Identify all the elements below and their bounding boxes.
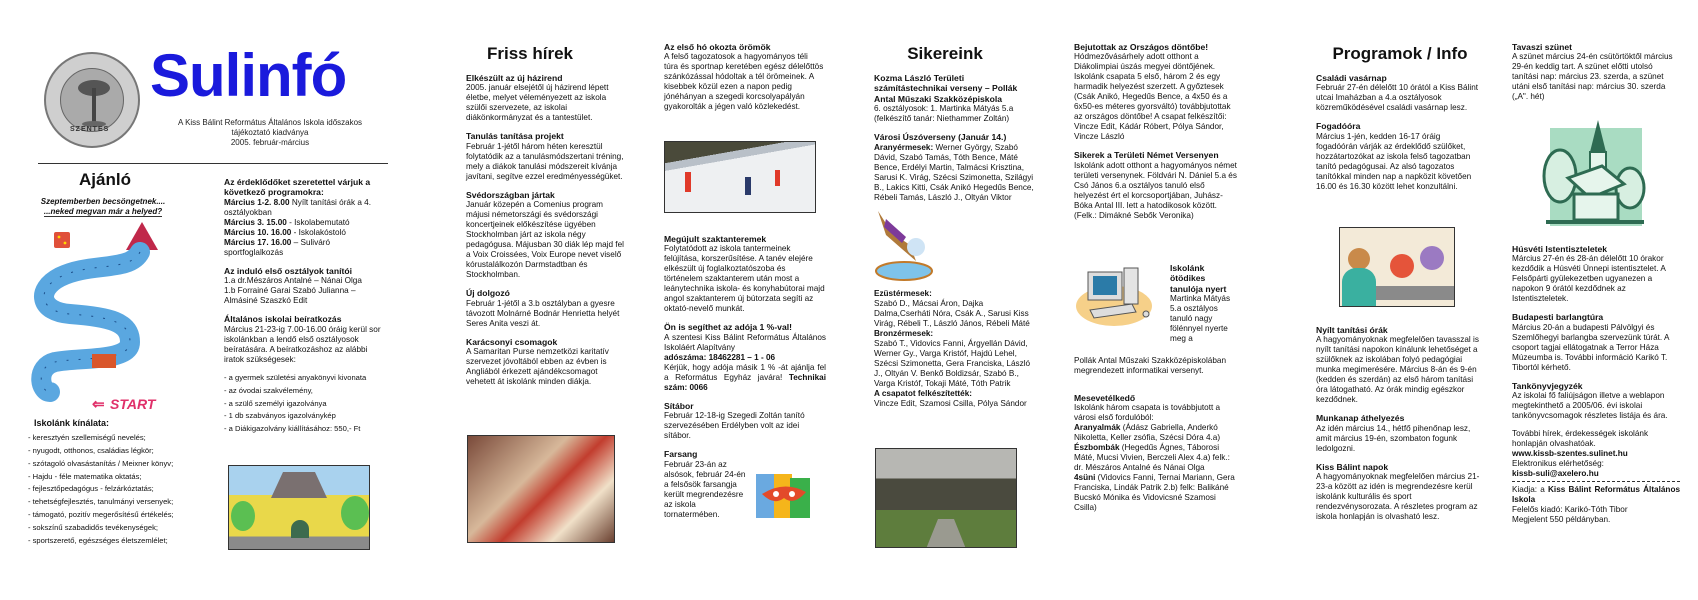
offer-item: - támogató, pozitív megerősítésű értékelés; — [28, 510, 174, 520]
offer-item: - tehetségfejlesztés, tanulmányi versenyek; — [28, 497, 174, 507]
masthead-divider — [38, 163, 388, 164]
program-text: A szünet március 24-én csütörtöktől március 29-én keddig tart. A szünet előtti utolsó tanítási nap: március 23. szerda, a szünet utáni első tanítási nap: március 30. szerda („A". hét) — [1512, 52, 1673, 102]
program-heading: Húsvéti Istentiszteletek — [1512, 244, 1608, 254]
church-icon — [1540, 118, 1648, 230]
subtitle-line-3: 2005. február-március — [230, 138, 310, 147]
sikereink-column-2 — [1074, 42, 1238, 229]
program-date: Március 3. 15.00 — [224, 217, 287, 227]
news-text: Február 1-jétől a 3.b osztályban a gyesre távozott Molnárné Bodnár Henrietta helyét Seres Anita veszi át. — [466, 298, 620, 328]
team-name: 4süni — [1074, 473, 1096, 483]
news-heading: Az első hó okozta örömök — [664, 42, 771, 52]
silver-medalists — [874, 289, 1036, 329]
friss-column-1 — [466, 73, 626, 395]
team-entry — [1074, 423, 1238, 443]
school-building-drawing — [228, 465, 370, 550]
enroll-title: Általános iskolai beíratkozás — [224, 314, 342, 325]
fifth-grader-item — [1170, 263, 1240, 344]
responsible-publisher: Felelős kiadó: Karikó-Tóth Tibor — [1512, 505, 1628, 515]
swim-heading: Városi Úszóverseny (Január 14.) — [874, 132, 1007, 143]
teacher-1b: 1.b Forrainé Garai Szabó Julianna – Almásiné Szaszkó Edit — [224, 286, 356, 306]
tax-heading: Ön is segíthet az adója 1 %-val! — [664, 322, 792, 333]
news-heading: Farsang — [664, 449, 698, 460]
friss-title: Friss hírek — [487, 44, 573, 63]
required-document: - 1 db szabványos igazolványkép — [224, 411, 336, 421]
more-info-text: További hírek, érdekességek iskolánk honlapján olvashatóak. — [1512, 429, 1649, 449]
offer-item: - fejlesztőpedagógus - felzárkóztatás; — [28, 484, 154, 494]
teachers-title: Az induló első osztályok tanítói — [224, 265, 352, 276]
program-text: Az iskolai fő faliújságon illetve a weblapon megtekinthető a 2005/06. évi iskolai tankönyvcsomagok részletes listája és ára. — [1512, 391, 1668, 421]
program-text: Az idén március 14., hétfő pihenőnap lesz, amit március 19-én, szombaton fogunk ledolgozni. — [1316, 423, 1471, 453]
news-text: A Samaritan Purse nemzetközi karitatív szervezet jóvoltából ebben az évben is Angliából érkezett ajándékcsomagot vehetett át iskolánk minden diákja. — [466, 347, 609, 387]
group-photo — [875, 448, 1017, 548]
offer-item: - keresztyén szellemiségű nevelés; — [28, 432, 146, 442]
program-heading: Tavaszi szünet — [1512, 42, 1573, 52]
school-seal-logo: SZENTES — [44, 52, 140, 148]
programok-column-1b — [1316, 325, 1482, 530]
program-heading: Családi vasárnap — [1316, 73, 1387, 83]
kozma-heading: Kozma László Területi számítástechnikai verseny – Pollák Antal Műszaki Szakközépiskola — [874, 73, 1018, 104]
program-item — [1512, 42, 1680, 102]
program-entry — [224, 198, 386, 218]
offer-item: - Hajdu - féle matematika oktatás; — [28, 471, 142, 481]
story-contest — [1074, 393, 1238, 513]
tax-request: Kérjük, hogy adója másik 1 % -át ajánlja fel a Református Egyház javára! — [664, 362, 826, 382]
tagline-line-2: ...neked megvan már a helyed? — [43, 206, 163, 216]
carnival-mask-icon — [754, 472, 812, 522]
program-entry — [224, 238, 386, 258]
swimmer-diving-icon — [872, 205, 942, 285]
program-desc: - Iskolakóstoló — [291, 227, 346, 237]
coaches — [874, 389, 1036, 409]
news-item — [466, 73, 626, 123]
program-heading: Kiss Bálint napok — [1316, 461, 1389, 472]
team-members: (Hegedűs Ágnes, Táborosi Máté, Mucsi Vivien, Berczeli Alex 4.a) felk.: dr. Mészáros Antalné és Nánai Olga — [1074, 443, 1230, 473]
required-document: - a Diákigazolvány kiállításához: 550,- Ft — [224, 424, 361, 434]
tax-number: adószáma: 18462281 – 1 - 06 — [664, 352, 776, 362]
program-text: Március 20-án a budapesti Pálvölgyi és Szemlőhegyi barlangba szervezünk túrát. A csoport tagjai ellátogatnak a Terror Háza Múzeumba is. További információ Karikó T. Tibortól kérhető. — [1512, 322, 1670, 372]
required-document: - az óvodai szakvélemény, — [224, 385, 313, 395]
news-classrooms — [664, 234, 826, 314]
board-game-drawing — [30, 222, 160, 407]
bronze-medalists — [874, 329, 1036, 389]
email-link[interactable]: kissb-suli@axelero.hu — [1512, 469, 1599, 479]
dashed-divider — [1512, 481, 1680, 482]
program-text: Március 1-jén, kedden 16-17 óráig fogadóórán várják az érdeklődő szülőket, hozzátartozókat az iskola felső tagozatban tanító pedagógusai. Az alsó tagozatos tanítókkal minden nap a napközit követően 16.00 és 16.30 között lehet konzultálni. — [1316, 131, 1472, 191]
team-members: (Ádász Gabriella, Anderkó Nikoletta, Keller zsófia, Szécsi Dóra 4.a) — [1074, 423, 1221, 443]
program-date: Március 10. 16.00 — [224, 227, 292, 237]
news-heading: Sítábor — [664, 400, 694, 411]
ajanlo-title: Ajánló — [79, 170, 131, 189]
website-link[interactable]: www.kissb-szentes.sulinet.hu — [1512, 449, 1628, 459]
offer-item: - sokszínű szabadidős tevékenységek; — [28, 522, 159, 532]
program-desc: Nyílt tanítási órák a 4. osztályokban — [224, 197, 372, 217]
fifth-grader-text-cont: Pollák Antal Műszaki Szakközépiskolában megrendezett informatikai versenyt. — [1074, 356, 1227, 375]
news-item — [466, 288, 626, 328]
kozma-text: 6. osztályosok: 1. Martinka Mátyás 5.a (felkészítő tanár: Niethammer Zoltán) — [874, 104, 1014, 124]
offer-list — [28, 418, 208, 549]
program-text: Március 27-én és 28-án délelőtt 10 órakor kezdődik a Húsvéti Ünnepi istentisztelet. A Felsőpárti gyülekezetben ugyanezen a napokon 9 órától kezdődnek az Istentiszteletek. — [1512, 254, 1666, 304]
news-text: Február 23-án az alsósok, február 24-én a felsősök farsangja került megrendezésre az iskola tornatermében. — [664, 459, 746, 519]
program-heading: Tankönyvjegyzék — [1512, 380, 1583, 391]
teacher-1a: 1.a dr.Mészáros Antalné – Nánai Olga — [224, 276, 362, 286]
program-item — [1316, 462, 1482, 522]
tax-foundation: A szentesi Kiss Bálint Református Általános Iskoláért Alapítvány — [664, 332, 826, 352]
bronze-text: Szabó T., Vidovics Fanni, Árgyellán Dávid, Werner Gy., Varga Kristóf, Hajdú Lehel, Szécsi Szimonetta, Gera Franciska, László J., Oltyán V. Benkő Boldizsár, Szabó B., Varga Kristóf, Tokaji Máté, Tóth Patrik — [874, 339, 1031, 388]
news-heading: Megújult szaktanteremek — [664, 234, 767, 244]
offer-title: Iskolánk kínálata: — [34, 418, 110, 428]
news-heading: Tanulás tanítása projekt — [466, 131, 564, 142]
program-text: A hagyományoknak megfelelően március 21-23-a között az idén is megrendezésre kerül iskolánk kulturális és sport rendezvénysorozata. A részletes program az iskola honlapján is olvasható lesz. — [1316, 472, 1480, 522]
email-label: Elektronikus elérhetőség: — [1512, 459, 1604, 469]
publisher-line — [1512, 485, 1680, 505]
program-item — [1316, 413, 1482, 453]
program-item — [1316, 73, 1482, 113]
news-heading: Elkészült az új házirend — [466, 73, 563, 83]
news-heading: Karácsonyi csomagok — [466, 336, 558, 347]
technical-number: Technikai szám: 0066 — [664, 372, 827, 392]
classroom-clipart — [1339, 227, 1455, 307]
german-contest-text: Iskolánk adott otthont a hagyományos német területi versenynek. Földvári N. Dániel 5.a és Csó János 6.a osztályos tanuló első helyezést ért el korcsoportjában, Juhász-Bóka Antal III. lett a hatodikosok között. (Felk.: Dimákné Sebők Veronika) — [1074, 160, 1237, 220]
coach-label: A csapatot felkészítették: — [874, 389, 972, 398]
dice-icon — [54, 232, 70, 248]
news-item — [466, 337, 626, 387]
program-desc: – Suliváró sportfoglalkozás — [224, 237, 331, 257]
national-final-text: Hódmezővásárhely adott otthont a Diákolimpiai úszás megyei döntőjének. Iskolánk csapata 5 első, három 2 és egy harmadik helyezést szerzett. A győztesek (Csák Anikó, Hegedűs Bence, a 4x50 és a 6x50-es méteres gyorsváltó) továbbjutottak az országos döntőbe! A csapat felkészítői: Vincze Edit, Kádár Róbert, Pólya Sándor, Vincze László — [1074, 52, 1231, 142]
programok-column-2b — [1512, 244, 1680, 525]
sikereink-column-1b — [874, 289, 1036, 417]
program-text: A hagyományoknak megfelelően tavasszal is nyílt tanítási napokon kínálunk lehetőséget a szülőknek az iskolában folyó pedagógiai munka megimerésére. Március 8-án és 9-én (kedden és szerdán) az első három tanítási óra látogatható. Az órák mindig egészkor kezdődnek. — [1316, 335, 1479, 405]
program-entry — [224, 218, 386, 228]
news-heading: Svédországban jártak — [466, 189, 555, 200]
national-final-heading: Bejutottak az Országos döntőbe! — [1074, 42, 1209, 52]
palm-tree-icon — [74, 74, 114, 129]
gold-text: Werner György, Szabó Dávid, Szabó Tamás, Tóth Bence, Máté Bence, Erdélyi Martin, Talmácsi Krisztina, Sarusi K. Virág, Szécsi Szimonetta, Szilágyi B., Lakics Kitti, Csák Anikó Hegedűs Bence, Rébeli Tamás, László J., Oltyán Viktor — [874, 142, 1034, 202]
program-item — [1512, 244, 1680, 304]
program-item — [1512, 312, 1680, 372]
program-date: Március 17. 16.00 — [224, 237, 292, 247]
news-tax — [664, 322, 826, 392]
program-heading: Fogadóóra — [1316, 121, 1361, 132]
news-carnival — [664, 449, 746, 519]
team-entry — [1074, 443, 1238, 473]
silver-text: Szabó D., Mácsai Áron, Dajka Dalma,Cserháti Nóra, Csák A., Sarusi Kiss Virág, Rébeli T., László János, Rébeli Máté — [874, 299, 1030, 328]
team-name: Észbombák — [1074, 443, 1120, 453]
fifth-grader-heading: Iskolánk ötödikes tanulója nyert — [1170, 263, 1227, 294]
news-text: Január közepén a Comenius program májusi németországi és svédországi koncertjeinek előkészítése ügyében Stockholmban járt az iskola négy pedagógusa. Májusban 30 diák lép majd fel a Voix Croissées, Voix Europe nevet viselő kórustalálkozón Darmstadtban és Stockholmban. — [466, 200, 624, 280]
german-contest-heading: Sikerek a Területi Német Versenyen — [1074, 150, 1219, 161]
news-text: Február 12-18-ig Szegedi Zoltán tanító szervezésében Erdélyben volt az idei sítábor. — [664, 411, 805, 441]
masthead — [0, 0, 400, 170]
required-document: - a gyermek születési anyakönyvi kivonata — [224, 372, 367, 382]
news-snow — [664, 42, 824, 112]
publisher-label: Kiadja: a — [1512, 485, 1548, 495]
subtitle — [150, 118, 390, 148]
sikereink-title: Sikereink — [907, 44, 983, 63]
start-arrow-icon: ⇐ — [92, 396, 105, 413]
team-entry — [1074, 473, 1238, 513]
computer-icon — [1074, 262, 1164, 332]
fifth-grader-text: Martinka Mátyás 5.a osztályos tanuló nagy fölénnyel nyerte meg a — [1170, 294, 1231, 344]
sledding-photo — [664, 141, 816, 213]
program-item — [1316, 121, 1482, 191]
subtitle-line-2: tájékoztató kiadványa — [231, 128, 309, 137]
team-members: (Vidovics Fanni, Ternai Mariann, Gera Franciska, Lindák Patrik 2.b) felk: Balikáné Bucskó Mónika és Vidovicsné Szamosi Csilla) — [1074, 473, 1235, 513]
start-label: START — [110, 396, 156, 412]
program-date: Március 1-2. 8.00 — [224, 197, 290, 207]
news-text: A felső tagozatosok a hagyományos téli túra és sportnap keretében egész délelőttös szánkózással hódoltak a tél örömeinek. A kisebbek közül ezen a napon pedig jónéhányan a szegedi korcsolyapályán gyakorolták a jégen való közlekedést. — [664, 52, 824, 112]
tagline-line-1: Szeptemberben becsöngetnek.... — [40, 197, 166, 206]
offer-item: - nyugodt, otthonos, családias légkör; — [28, 445, 154, 455]
program-heading: Budapesti barlangtúra — [1512, 312, 1604, 323]
story-contest-text: Iskolánk három csapata is továbbjutott a városi első fordulóból: — [1074, 403, 1221, 423]
program-item — [1512, 381, 1680, 421]
programok-column-1 — [1316, 73, 1482, 200]
news-heading: Új dolgozó — [466, 288, 510, 299]
offer-item: - szótagoló olvasástanítás / Meixner könyv; — [28, 458, 174, 468]
story-contest-heading: Mesevetélkedő — [1074, 393, 1136, 403]
subtitle-line-1: A Kiss Bálint Református Általános Iskola időszakos — [177, 118, 363, 127]
coach-text: Vincze Edit, Szamosi Csilla, Pólya Sándor — [874, 399, 1027, 408]
program-desc: - Iskolabemutató — [286, 217, 350, 227]
newsletter-title: Sulinfó — [150, 42, 347, 109]
copies-printed: Megjelent 550 példányban. — [1512, 515, 1611, 525]
news-text: 2005. január elsejétől új házirend lépett életbe, melyet véleményezett az iskola szülői szervezete, az iskolai diákönkormányzat és a tantestület. — [466, 83, 609, 123]
program-heading: Nyílt tanítási órák — [1316, 325, 1388, 335]
ajanlo-tagline — [28, 197, 178, 217]
programs-intro: Az érdeklődőket szeretettel várjuk a következő programokra: — [224, 177, 371, 198]
news-text: Folytatódott az iskola tantermeinek felújítása, korszerűsítése. A tanév elejére elkészült új foglalkoztatószoba és történelem szaktanterem után most a leánytechnika iskola- és konyhabútorai majd angol szaktanterem új bútorzata segíti az oktató-nevelő munkát. — [664, 244, 825, 314]
program-entry — [224, 228, 386, 238]
programok-title: Programok / Info — [1332, 44, 1468, 63]
news-ski-camp — [664, 401, 826, 441]
required-document: - a szülő személyi igazolványa — [224, 398, 327, 408]
bronze-label: Bronzérmesek: — [874, 329, 934, 338]
news-item — [466, 190, 626, 280]
friss-column-2 — [664, 42, 824, 120]
news-text: Február 1-jétől három héten keresztül folytatódik az a tanulásmódszertani tréning, mely a diákok tanulási módszereit kívánja javítani, segítve ezzel eredményességüket. — [466, 141, 624, 181]
gold-label: Aranyérmesek: — [874, 142, 934, 152]
silver-label: Ezüstérmesek: — [874, 289, 932, 298]
offer-item: - sportszerető, egészséges életszemlélet; — [28, 535, 168, 545]
enroll-text: Március 21-23-ig 7.00-16.00 óráig kerül sor iskolánkban a lendő első osztályosok beíratására. A beíratkozáshoz az alábbi iratok szükségesek: — [224, 324, 381, 364]
programok-column-2 — [1512, 42, 1680, 110]
program-item — [1316, 325, 1482, 405]
publisher-name: Kiss Bálint Református Általános Iskola — [1512, 485, 1680, 505]
christmas-package-photo — [467, 435, 615, 543]
team-name: Aranyalmák — [1074, 423, 1121, 433]
program-heading: Munkanap áthelyezés — [1316, 413, 1405, 424]
ajanlo-programs — [224, 177, 386, 437]
program-text: Február 27-én délelőtt 10 órától a Kiss Bálint utcai Imaházban a 4.a osztályosok közreműködésével családi vasárnap lesz. — [1316, 83, 1479, 113]
news-item — [466, 131, 626, 181]
